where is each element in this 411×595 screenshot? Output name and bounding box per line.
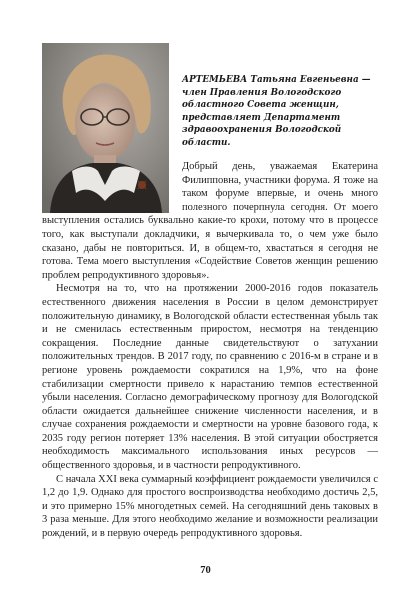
paragraph-1-text: Добрый день, уважаемая Екатерина Филипповна, участники форума. Я тоже на таком форуме впервые, и очень много полезного почерпнула сегодня. От моего выступления остались буквально какие-то крохи, потому что в процессе того, как выступали докладчики, я вычеркивала то, о чем уже было сказано, дабы не повториться. И, в общем-то, хвастаться я сегодня не готова. Тема моего выступления «Содействие Советов женщин решению проблем репродуктивного здоровья». [42, 161, 378, 281]
page-number: 70 [200, 565, 211, 576]
paragraph-3: С начала XXI века суммарный коэффициент рождаемости увеличился с 1,2 до 1,9. Однако для простого воспроизводства необходимо достичь 2,5, и это примерно 15% многодетных семей. На сегодняшний день таковых в 3 раза меньше. Для этого необходимо желание и возможности реализации рождений, и в первую очередь репродуктивного здоровья. [42, 473, 378, 540]
article-text [42, 160, 378, 541]
paragraph-1 [42, 160, 378, 282]
speaker-caption: АРТЕМЬЕВА Татьяна Евгеньевна — член Правления Вологодского областного Совета женщин, представляет Департамент здравоохранения Вологодской области. [182, 75, 371, 148]
paragraph-2: Несмотря на то, что на протяжении 2000-2016 годов показатель естественного движения населения в России в целом демонстрирует положительную динамику, в Вологодской области естественная убыль так и не сменилась естественным приростом, несмотря на тенденцию сокращения. Последние данные свидетельствуют о затухании положительных трендов. В 2017 году, по сравнению с 2016-м в стране и в регионе уровень рождаемости сократился на 1,9%, что на фоне стабилизации смертности привело к нарастанию темпов естественной убыли населения. Согласно демографическому прогнозу для Вологодской области ожидается дальнейшее снижение численности населения, и в случае сохранения рождаемости и смертности на уровне базового года, к 2035 году регион потеряет 13% населения. В этой ситуации обостряется необходимость максимального использования иных ресурсов — общественного здоровья, и в частности репродуктивного. [42, 283, 378, 472]
